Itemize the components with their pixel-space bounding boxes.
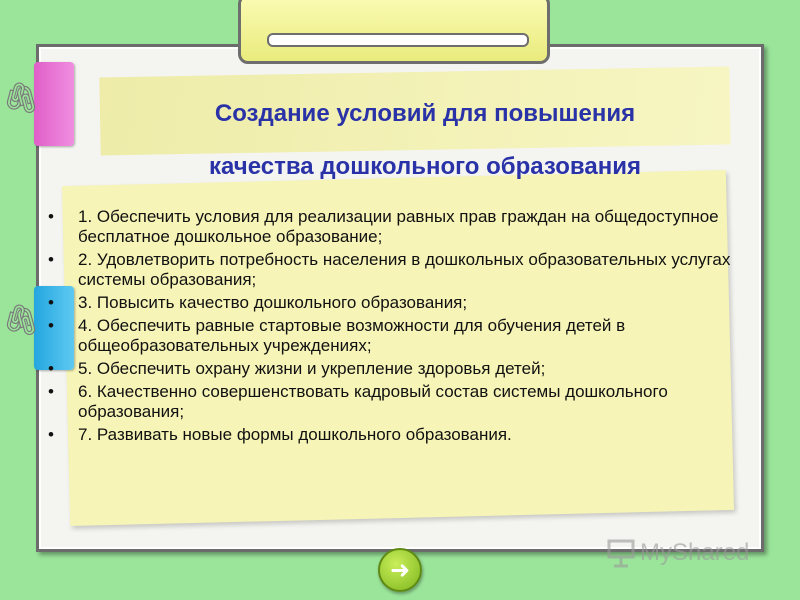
goals-list bbox=[48, 207, 748, 448]
watermark-text: MyShared bbox=[640, 539, 750, 566]
presentation-board-icon bbox=[606, 538, 636, 568]
list-item: • 3. Повысить качество дошкольного образования; bbox=[48, 293, 748, 313]
list-item: • 6. Качественно совершенствовать кадровый состав системы дошкольного образования; bbox=[48, 382, 748, 422]
list-item: • 4. Обеспечить равные стартовые возможности для обучения детей в общеобразовательных учреждениях; bbox=[48, 316, 748, 356]
list-item: • 5. Обеспечить охрану жизни и укрепление здоровья детей; bbox=[48, 359, 748, 379]
slide-title-line-2: качества дошкольного образования bbox=[209, 153, 641, 180]
arrow-next-icon: ➜ bbox=[389, 556, 411, 584]
next-slide-button[interactable] bbox=[378, 548, 422, 592]
slide-title-line-1: Создание условий для повышения bbox=[214, 100, 636, 127]
list-item: • 1. Обеспечить условия для реализации равных прав граждан на общедоступное бесплатное дошкольное образование; bbox=[48, 207, 748, 247]
watermark bbox=[606, 536, 749, 570]
list-item: • 7. Развивать новые формы дошкольного образования. bbox=[48, 425, 748, 445]
top-folder-tab bbox=[238, 0, 550, 64]
list-item: • 2. Удовлетворить потребность населения в дошкольных образовательных услугах системы образования; bbox=[48, 250, 748, 290]
top-tab-slot bbox=[267, 33, 529, 47]
paperclip-icon: 🖇︎ bbox=[2, 81, 41, 116]
paperclip-icon: 🖇︎ bbox=[2, 303, 41, 338]
